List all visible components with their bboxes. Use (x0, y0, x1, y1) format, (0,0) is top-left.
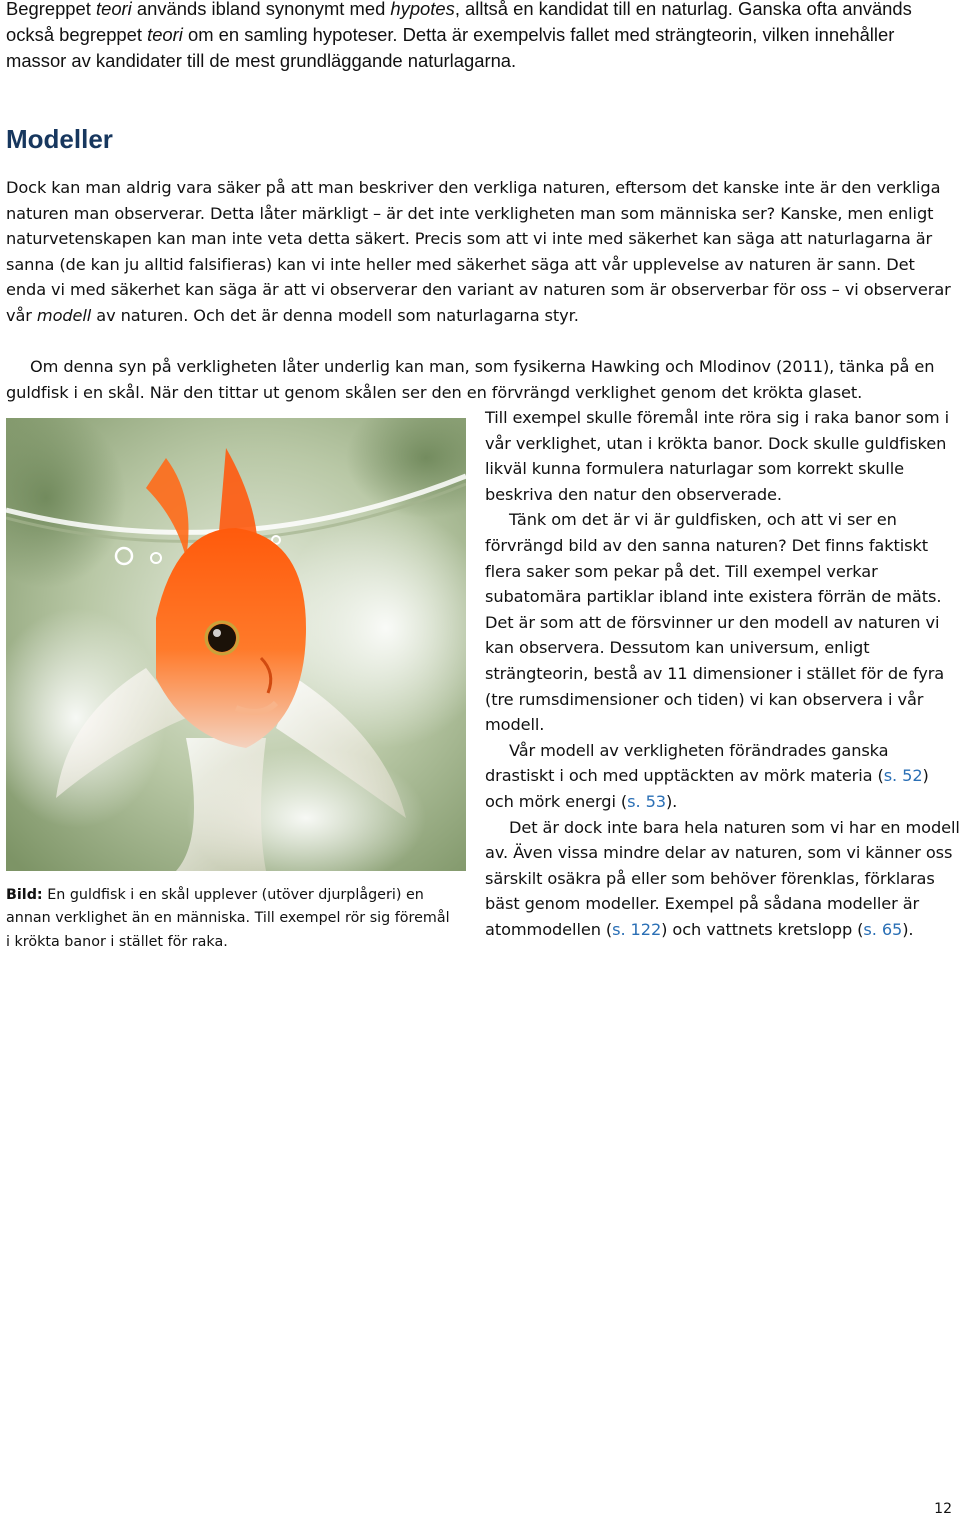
paragraph-text: ). (665, 791, 678, 811)
intro-paragraph (6, 0, 956, 74)
page-link-53[interactable]: s. 53 (627, 791, 666, 811)
section-heading: Modeller (6, 124, 113, 154)
caption-label: Bild: (6, 887, 43, 903)
paragraph-text: Vår modell av verkligheten förändrades ganska drastiskt i och med upptäckten av mörk materia ( (485, 740, 889, 786)
goldfish-photo (6, 418, 466, 871)
paragraph-text: ). (902, 919, 914, 939)
term-hypotes: hypotes (390, 0, 455, 19)
term-teori: teori (95, 0, 132, 19)
paragraph-text: Dock kan man aldrig vara säker på att man beskriver den verkliga naturen, eftersom det kanske inte är den verkliga naturen man observerar. Detta låter märkligt – är det inte verkligheten man som människa ser? Kanske, men enligt naturvetenskapen kan man inte veta detta säkert. Precis som att vi inte med säkerhet kan säga att naturlagarna är sanna (de kan ju alltid falsifieras) kan vi inte heller med säkerhet säga att vår upplevelse av naturen är sann. Det enda vi med säkerhet kan säga är att vi observerar den variant av naturen som är observerbar för oss – vi observerar vår (6, 178, 951, 325)
page-number: 12 (934, 1501, 952, 1517)
right-paragraph-3 (485, 738, 960, 815)
figure-caption (6, 884, 456, 954)
paragraph-text: ) och vattnets kretslopp ( (661, 919, 864, 939)
term-modell: modell (36, 305, 92, 325)
intro-text: om en samling hypoteser. Detta är exempelvis fallet med strängteorin, vilken innehåller massor av kandidater till de mest grundläggande naturlagarna. (6, 24, 895, 71)
right-paragraph-4 (485, 815, 960, 943)
page-link-122[interactable]: s. 122 (612, 919, 662, 939)
term-teori: teori (147, 24, 183, 45)
intro-text: används ibland synonymt med (131, 0, 391, 19)
intro-text: , alltså en kandidat till en naturlag. Ganska ofta används också begreppet (6, 0, 912, 45)
modeller-paragraph (6, 175, 956, 329)
paragraph-text: av naturen. Och det är denna modell som naturlagarna styr. (91, 305, 579, 325)
right-paragraph-1: Till exempel skulle föremål inte röra sig i raka banor som i vår verklighet, utan i krökta banor. Dock skulle guldfisken likväl kunna formulera naturlagar som korrekt skulle beskriva den natur den observerade. (485, 408, 950, 504)
paragraph-text: ) och mörk energi ( (485, 766, 929, 811)
goldfish-paragraph: Om denna syn på verkligheten låter underlig kan man, som fysikerna Hawking och Mlodinov (2011), tänka på en guldfisk i en skål. När den tittar ut genom skålen ser den en förvrängd verklighet genom det krökta glaset. (6, 357, 935, 402)
paragraph-text: Det är dock inte bara hela naturen som vi har en modell av. Även vissa mindre delar av naturen, som vi känner oss särskilt osäkra på eller som behöver förenklas, förklaras bäst genom modeller. Exempel på sådana modeller är atommodellen ( (485, 817, 960, 939)
caption-text: En guldfisk i en skål upplever (utöver djurplågeri) en annan verklighet än en människa. Till exempel rör sig föremål i krökta banor i stället för raka. (6, 887, 450, 950)
page-link-65[interactable]: s. 65 (863, 919, 903, 939)
page-link-52[interactable]: s. 52 (883, 766, 923, 786)
intro-text: Begreppet (6, 0, 96, 19)
right-column (485, 405, 960, 942)
right-paragraph-2: Tänk om det är vi är guldfisken, och att vi ser en förvrängd bild av den sanna naturen? Det finns faktiskt flera saker som pekar på det. Till exempel verkar subatomära partiklar ibland inte existera förrän de mäts. Det är som att de försvinner ur den modell av naturen vi kan observera. Dessutom kan universum, enligt strängteorin, bestå av 11 dimensioner i stället för de fyra (tre rumsdimensioner och tiden) vi kan observera i vår modell. (485, 510, 945, 735)
